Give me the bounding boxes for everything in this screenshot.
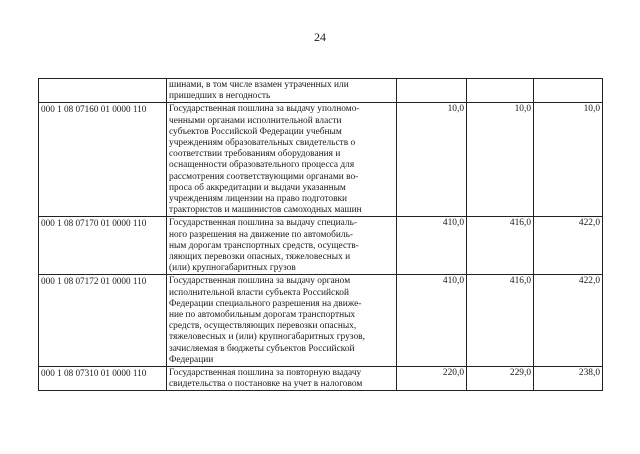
amount-cell-year-1: 10,0 bbox=[397, 103, 467, 217]
description-line: средств, осуществляющих перевозки опасных, bbox=[169, 321, 357, 332]
description-line: Государственная пошлина за выдачу органом bbox=[169, 276, 351, 287]
amount-cell-year-2: 416,0 bbox=[467, 275, 534, 367]
amount-cell-year-1: 410,0 bbox=[397, 275, 467, 367]
description-line: проса об аккредитации и выдачи указанным bbox=[169, 182, 346, 193]
amount-cell-year-2 bbox=[467, 79, 534, 103]
amount-cell-year-3: 422,0 bbox=[534, 217, 603, 275]
description-line: Федерации bbox=[169, 354, 214, 365]
budget-revenue-table bbox=[38, 78, 603, 391]
budget-code-cell: 000 1 08 07310 01 0000 110 bbox=[39, 367, 167, 391]
description-line: Государственная пошлина за выдачу уполномо- bbox=[169, 104, 360, 115]
page-number: 24 bbox=[314, 30, 326, 44]
description-cell bbox=[167, 367, 397, 391]
table-row bbox=[39, 103, 603, 217]
description-line: учреждениям лицензии на право подготовки bbox=[169, 194, 348, 205]
amount-cell-year-3: 238,0 bbox=[534, 367, 603, 391]
description-line: зачисляемая в бюджеты субъектов Российской bbox=[169, 343, 355, 354]
description-line: рассмотрения соответствующими органами во- bbox=[169, 171, 359, 182]
description-cell bbox=[167, 79, 397, 103]
description-line: Государственная пошлина за повторную выдачу bbox=[169, 368, 362, 379]
description-line: соответствии требованиям оборудования и bbox=[169, 149, 341, 160]
budget-code-cell bbox=[39, 79, 167, 103]
budget-code-cell: 000 1 08 07160 01 0000 110 bbox=[39, 103, 167, 217]
amount-cell-year-2: 10,0 bbox=[467, 103, 534, 217]
table-row bbox=[39, 367, 603, 391]
table-row bbox=[39, 275, 603, 367]
description-line: свидетельства о постановке на учет в налоговом bbox=[169, 379, 363, 390]
description-line: пришедших в негодность bbox=[169, 91, 271, 102]
description-line: ляющих перевозки опасных, тяжеловесных и bbox=[169, 252, 351, 263]
description-line: исполнительной власти субъекта Российской bbox=[169, 287, 350, 298]
table-row bbox=[39, 79, 603, 103]
description-line: субъектов Российской Федерации учебным bbox=[169, 126, 342, 137]
description-line: Государственная пошлина за выдачу специаль- bbox=[169, 218, 357, 229]
description-line: ние по автомобильным дорогам транспортных bbox=[169, 310, 356, 321]
budget-code-cell: 000 1 08 07172 01 0000 110 bbox=[39, 275, 167, 367]
description-line: шинами, в том числе взамен утраченных или bbox=[169, 80, 349, 90]
amount-cell-year-3: 10,0 bbox=[534, 103, 603, 217]
table-row bbox=[39, 217, 603, 275]
amount-cell-year-1 bbox=[397, 79, 467, 103]
description-line: оснащенности образовательного процесса для bbox=[169, 160, 355, 171]
budget-code-cell: 000 1 08 07170 01 0000 110 bbox=[39, 217, 167, 275]
description-line: трактористов и машинистов самоходных машин bbox=[169, 205, 362, 216]
description-line: тяжеловесных и (или) крупногабаритных грузов, bbox=[169, 332, 365, 343]
amount-cell-year-1: 410,0 bbox=[397, 217, 467, 275]
amount-cell-year-3 bbox=[534, 79, 603, 103]
amount-cell-year-2: 416,0 bbox=[467, 217, 534, 275]
description-line: ченными органами исполнительной власти bbox=[169, 115, 342, 126]
table-body bbox=[39, 79, 603, 391]
description-line: учреждениям образовательных свидетельств о bbox=[169, 138, 356, 149]
description-cell bbox=[167, 103, 397, 217]
description-line: (или) крупногабаритных грузов bbox=[169, 263, 296, 274]
amount-cell-year-1: 220,0 bbox=[397, 367, 467, 391]
description-cell bbox=[167, 275, 397, 367]
description-line: ного разрешения на движение по автомобиль- bbox=[169, 229, 353, 240]
description-cell bbox=[167, 217, 397, 275]
amount-cell-year-3: 422,0 bbox=[534, 275, 603, 367]
description-line: Федерации специального разрешения на движе- bbox=[169, 298, 362, 309]
amount-cell-year-2: 229,0 bbox=[467, 367, 534, 391]
description-line: ным дорогам транспортных средств, осуществ- bbox=[169, 240, 359, 251]
